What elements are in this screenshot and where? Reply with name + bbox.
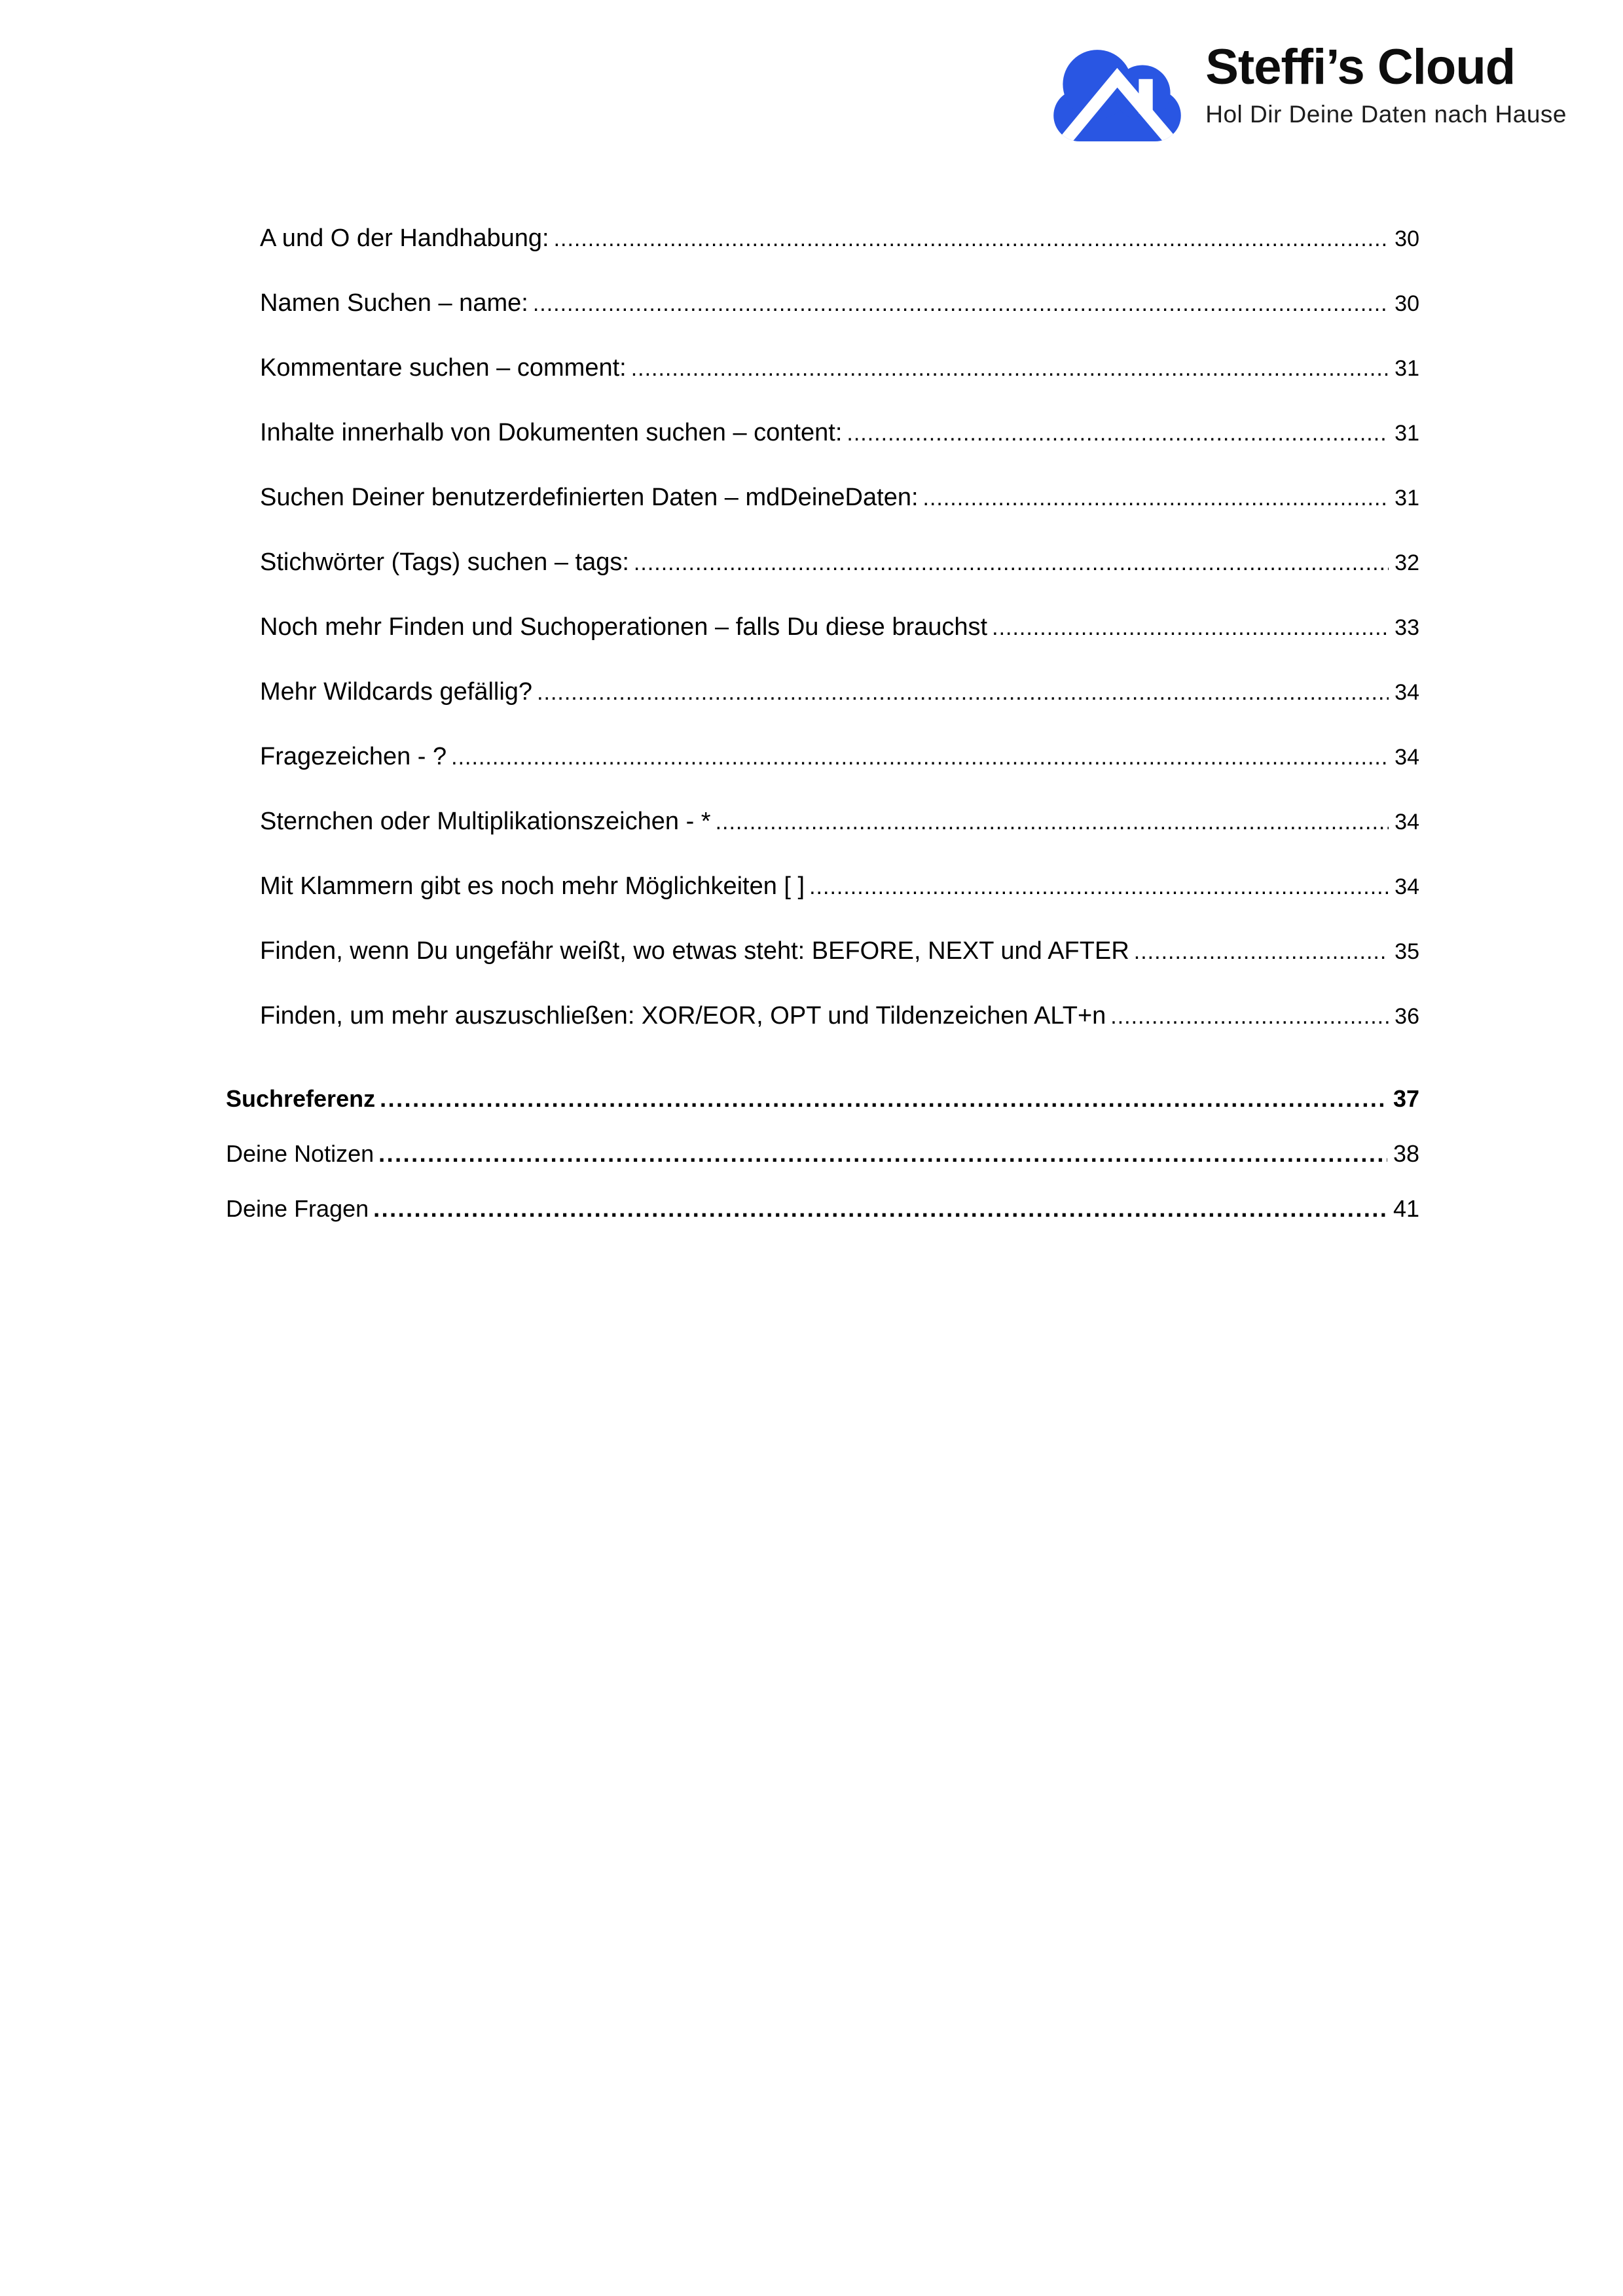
dot-leader <box>373 1192 1387 1226</box>
toc-entry-label: A und O der Handhabung: <box>260 224 549 252</box>
toc-entry-label: Sternchen oder Multiplikationszeichen - * <box>260 808 711 835</box>
toc-entry[interactable] <box>226 416 1419 480</box>
toc-entry[interactable] <box>226 740 1419 804</box>
toc-page-number: 33 <box>1395 615 1419 640</box>
toc-page-number: 30 <box>1395 291 1419 316</box>
dot-leader <box>378 1137 1387 1171</box>
toc-page-number: 34 <box>1395 874 1419 899</box>
toc-page-number: 31 <box>1395 356 1419 381</box>
toc-entry-label: Noch mehr Finden und Suchoperationen – falls Du diese brauchst <box>260 613 988 641</box>
toc-entry-label: Suchen Deiner benutzerdefinierten Daten – mdDeineDaten: <box>260 484 919 511</box>
dot-leader <box>923 481 1389 515</box>
toc-entry-label: Deine Fragen <box>226 1195 369 1222</box>
logo-tagline: Hol Dir Deine Daten nach Hause <box>1205 101 1567 128</box>
dot-leader <box>716 805 1389 839</box>
toc-entry-label: Stichwörter (Tags) suchen – tags: <box>260 548 629 576</box>
toc-page-number: 34 <box>1395 810 1419 834</box>
toc-level1-group <box>226 1082 1419 1247</box>
toc-page-number: 36 <box>1395 1004 1419 1029</box>
toc-entry-label: Fragezeichen - ? <box>260 743 447 770</box>
toc-entry[interactable] <box>226 804 1419 869</box>
toc-entry[interactable] <box>226 1192 1419 1247</box>
dot-leader <box>380 1082 1387 1116</box>
toc-entry[interactable] <box>226 221 1419 286</box>
logo-text-block <box>1205 41 1567 128</box>
logo-title: Steffi’s Cloud <box>1205 39 1516 95</box>
toc-entry-label: Inhalte innerhalb von Dokumenten suchen – content: <box>260 419 843 446</box>
dot-leader <box>992 611 1389 645</box>
toc-entry[interactable] <box>226 545 1419 610</box>
toc-entry-label: Suchreferenz <box>226 1085 376 1112</box>
dot-leader <box>554 222 1389 256</box>
toc-entry[interactable] <box>226 1082 1419 1137</box>
table-of-contents <box>226 221 1419 1247</box>
dot-leader <box>451 740 1389 774</box>
toc-entry[interactable] <box>226 480 1419 545</box>
toc-entry[interactable] <box>226 351 1419 416</box>
dot-leader <box>847 416 1389 450</box>
toc-entry[interactable] <box>226 934 1419 999</box>
toc-page-number: 35 <box>1395 939 1419 964</box>
dot-leader <box>533 287 1389 321</box>
toc-page-number: 31 <box>1395 486 1419 511</box>
toc-entry[interactable] <box>226 869 1419 934</box>
dot-leader <box>537 675 1389 709</box>
toc-page-number: 34 <box>1395 745 1419 770</box>
toc-page-number: 41 <box>1393 1195 1419 1222</box>
toc-entry-label: Finden, um mehr auszuschließen: XOR/EOR, OPT und Tildenzeichen ALT+n <box>260 1002 1106 1030</box>
toc-page-number: 38 <box>1393 1140 1419 1167</box>
toc-entry[interactable] <box>226 999 1419 1064</box>
toc-entry-label: Finden, wenn Du ungefähr weißt, wo etwas steht: BEFORE, NEXT und AFTER <box>260 937 1129 965</box>
dot-leader <box>809 870 1389 904</box>
toc-page-number: 37 <box>1393 1085 1419 1112</box>
toc-entry[interactable] <box>226 286 1419 351</box>
toc-page-number: 34 <box>1395 680 1419 705</box>
cloud-roof-icon <box>1050 43 1184 143</box>
toc-entry-label: Deine Notizen <box>226 1140 374 1167</box>
toc-entry[interactable] <box>226 1137 1419 1192</box>
logo-header <box>1050 41 1567 143</box>
toc-page-number: 31 <box>1395 421 1419 446</box>
dot-leader <box>1110 999 1389 1033</box>
dot-leader <box>1134 935 1389 969</box>
dot-leader <box>631 351 1389 386</box>
toc-entry[interactable] <box>226 675 1419 740</box>
toc-entry-label: Mit Klammern gibt es noch mehr Möglichkeiten [ ] <box>260 872 805 900</box>
toc-entry[interactable] <box>226 610 1419 675</box>
toc-entry-label: Kommentare suchen – comment: <box>260 354 627 382</box>
toc-page-number: 30 <box>1395 226 1419 251</box>
toc-entry-label: Mehr Wildcards gefällig? <box>260 678 533 706</box>
toc-entry-label: Namen Suchen – name: <box>260 289 528 317</box>
dot-leader <box>634 546 1389 580</box>
toc-page-number: 32 <box>1395 550 1419 575</box>
